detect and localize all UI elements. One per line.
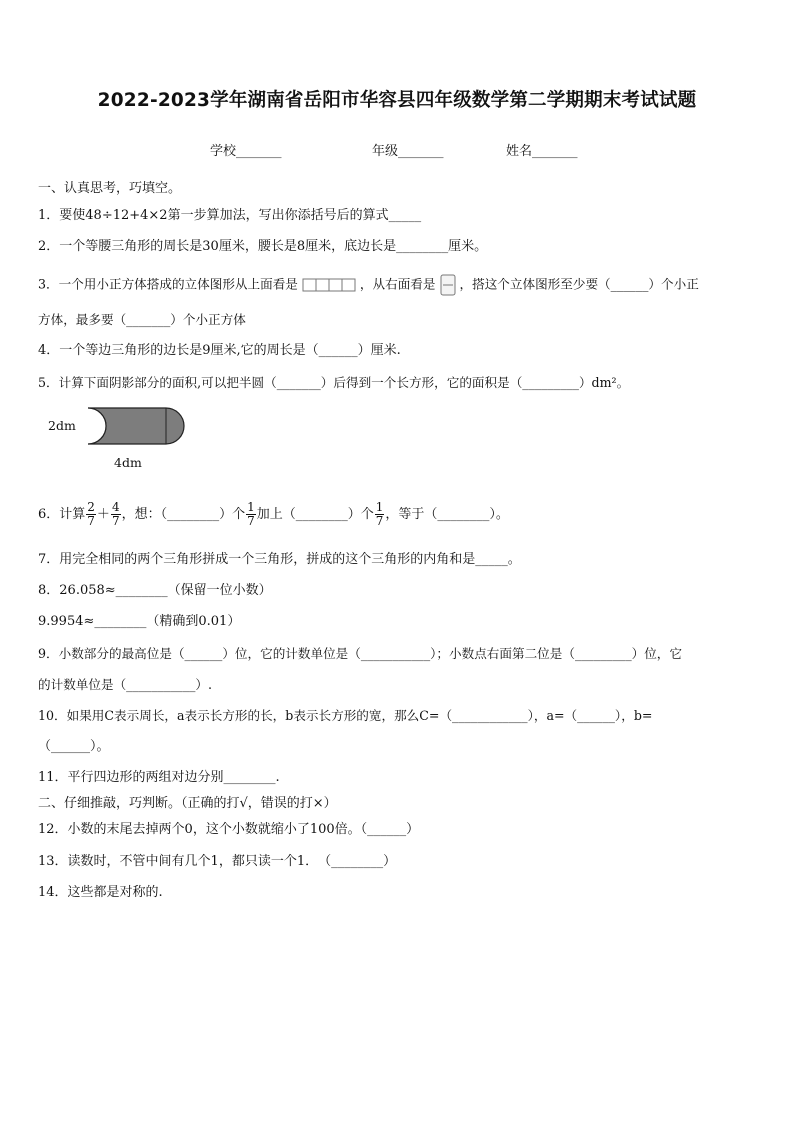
plus-sign: ＋ bbox=[96, 507, 110, 522]
question-9: 9．小数部分的最高位是（______）位，它的计数单位是（___________）；小数点右面第二位是（_________）位，它 bbox=[38, 646, 682, 661]
fraction-one-seventh bbox=[375, 501, 385, 528]
fraction-numerator: 2 bbox=[87, 500, 95, 514]
figure-width-label: 4dm bbox=[114, 455, 142, 470]
question-2: 2．一个等腰三角形的周长是30厘米，腰长是8厘米，底边长是________厘米。 bbox=[38, 239, 488, 254]
question-3-part-a: 3．一个用小正方体搭成的立体图形从上面看是 bbox=[38, 276, 298, 292]
fraction-denominator: 7 bbox=[87, 514, 95, 528]
top-view-grid-icon bbox=[302, 278, 356, 292]
fraction-numerator: 1 bbox=[375, 500, 384, 514]
name-field: 姓名_______ bbox=[506, 144, 578, 159]
question-3-part-b: ，从右面看是 bbox=[359, 276, 436, 292]
page-title: 2022-2023学年湖南省岳阳市华容县四年级数学第二学期期末考试试题 bbox=[97, 90, 697, 111]
question-8-b: 9.9954≈________（精确到0.01） bbox=[38, 614, 241, 629]
question-6-part-c: 加上（________）个 bbox=[256, 507, 374, 522]
school-field: 学校_______ bbox=[210, 144, 282, 159]
question-3 bbox=[38, 274, 699, 296]
question-12: 12．小数的末尾去掉两个0，这个小数就缩小了100倍。（______） bbox=[38, 822, 420, 837]
section-2-heading: 二、仔细推敲，巧判断。（正确的打√，错误的打×） bbox=[38, 796, 337, 811]
fraction-two-sevenths bbox=[86, 501, 96, 528]
figure-height-label: 2dm bbox=[48, 418, 76, 433]
question-5: 5．计算下面阴影部分的面积,可以把半圆（_______）后得到一个长方形，它的面积是（_________）dm²。 bbox=[38, 375, 630, 390]
question-14: 14．这些都是对称的. bbox=[38, 885, 163, 900]
question-9-continued: 的计数单位是（___________）. bbox=[38, 677, 213, 692]
shaded-figure bbox=[86, 406, 186, 446]
section-1-heading: 一、认真思考，巧填空。 bbox=[38, 181, 182, 196]
question-10: 10．如果用C表示周长，a表示长方形的长，b表示长方形的宽，那么C=（____________），a=（______），b= bbox=[38, 708, 653, 723]
question-6 bbox=[38, 501, 509, 528]
question-3-part-c: ，搭这个立体图形至少要（______）个小正 bbox=[459, 276, 699, 292]
question-4: 4．一个等边三角形的边长是9厘米,它的周长是（______）厘米. bbox=[38, 343, 401, 358]
fraction-denominator: 7 bbox=[111, 514, 120, 528]
question-10-continued: （______）。 bbox=[38, 739, 110, 754]
question-1: 1．要使48÷12+4×2第一步算加法，写出你添括号后的算式_____ bbox=[38, 208, 422, 223]
fraction-denominator: 7 bbox=[247, 514, 255, 528]
question-6-part-d: ，等于（________）。 bbox=[385, 507, 509, 522]
grade-field: 年级_______ bbox=[372, 144, 444, 159]
fraction-denominator: 7 bbox=[375, 514, 384, 528]
fraction-one-seventh bbox=[246, 501, 256, 528]
fraction-numerator: 1 bbox=[247, 500, 255, 514]
fraction-numerator: 4 bbox=[111, 500, 120, 514]
question-6-part-a: 6．计算 bbox=[38, 507, 86, 522]
question-13: 13．读数时，不管中间有几个1，都只读一个1． （________） bbox=[38, 854, 397, 869]
question-6-part-b: ，想：（________）个 bbox=[121, 507, 246, 522]
question-8: 8．26.058≈________（保留一位小数） bbox=[38, 583, 272, 598]
fraction-four-sevenths bbox=[111, 501, 121, 528]
question-7: 7．用完全相同的两个三角形拼成一个三角形，拼成的这个三角形的内角和是_____。 bbox=[38, 552, 521, 567]
right-view-column-icon bbox=[440, 274, 456, 296]
question-11: 11．平行四边形的两组对边分别________. bbox=[38, 770, 280, 785]
question-3-continued: 方体，最多要（_______）个小正方体 bbox=[38, 312, 246, 327]
